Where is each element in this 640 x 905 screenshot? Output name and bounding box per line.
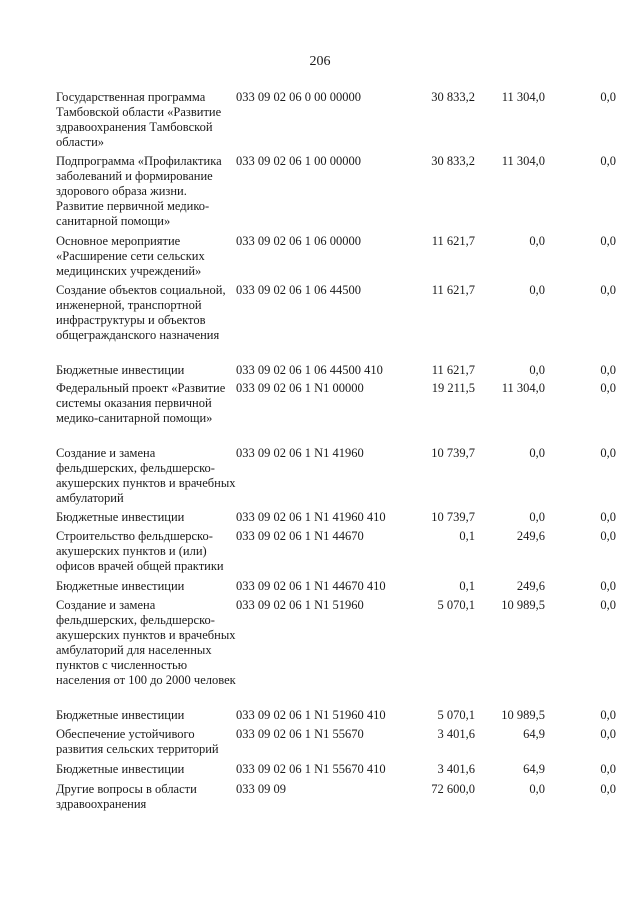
row-value-3: 0,0 bbox=[600, 510, 616, 524]
row-value-3: 0,0 bbox=[600, 234, 616, 248]
row-code: 033 09 02 06 1 06 44500 bbox=[236, 283, 361, 297]
budget-table bbox=[0, 90, 640, 816]
row-value-2: 0,0 bbox=[529, 782, 545, 796]
row-value-2: 249,6 bbox=[516, 579, 545, 593]
table-row bbox=[0, 727, 640, 762]
row-value-2: 0,0 bbox=[529, 446, 545, 460]
row-name: Бюджетные инвестиции bbox=[56, 708, 185, 722]
row-value-3: 0,0 bbox=[600, 529, 616, 543]
row-value-2: 64,9 bbox=[523, 762, 545, 776]
row-code: 033 09 02 06 1 N1 44670 bbox=[236, 529, 364, 543]
row-value-2: 0,0 bbox=[529, 363, 545, 377]
row-value-3: 0,0 bbox=[600, 381, 616, 395]
row-value-3: 0,0 bbox=[600, 708, 616, 722]
table-row bbox=[0, 598, 640, 708]
row-value-1: 72 600,0 bbox=[431, 782, 475, 796]
row-value-2: 11 304,0 bbox=[501, 381, 545, 395]
row-value-1: 30 833,2 bbox=[431, 154, 475, 168]
row-name: Бюджетные инвестиции bbox=[56, 762, 185, 776]
table-row bbox=[0, 90, 640, 154]
row-value-3: 0,0 bbox=[600, 579, 616, 593]
row-value-2: 11 304,0 bbox=[501, 90, 545, 104]
row-value-1: 19 211,5 bbox=[431, 381, 475, 395]
row-value-3: 0,0 bbox=[600, 762, 616, 776]
row-name: Бюджетные инвестиции bbox=[56, 363, 185, 377]
row-value-3: 0,0 bbox=[600, 154, 616, 168]
row-value-3: 0,0 bbox=[600, 727, 616, 741]
table-row bbox=[0, 708, 640, 727]
row-value-3: 0,0 bbox=[600, 90, 616, 104]
table-row bbox=[0, 510, 640, 529]
row-code: 033 09 02 06 1 00 00000 bbox=[236, 154, 361, 168]
row-value-1: 3 401,6 bbox=[437, 727, 475, 741]
table-row bbox=[0, 381, 640, 446]
table-row bbox=[0, 283, 640, 363]
row-value-3: 0,0 bbox=[600, 598, 616, 612]
row-value-1: 30 833,2 bbox=[431, 90, 475, 104]
page-number: 206 bbox=[309, 54, 331, 69]
row-value-1: 3 401,6 bbox=[437, 762, 475, 776]
row-value-1: 10 739,7 bbox=[431, 510, 475, 524]
row-value-1: 5 070,1 bbox=[437, 598, 475, 612]
row-name: Создание и замена фельдшерских, фельдшерско-акушерских пунктов и врачебных амбулаторий для населенных пунктов с численностью населения от 100 до 2000 человек bbox=[56, 598, 236, 687]
row-name: Подпрограмма «Профилактика заболеваний и формирование здорового образа жизни. Развитие первичной медико-санитарной помощи» bbox=[56, 154, 222, 228]
row-value-2: 0,0 bbox=[529, 283, 545, 297]
row-code: 033 09 09 bbox=[236, 782, 286, 796]
row-name: Строительство фельдшерско-акушерских пунктов и (или) офисов врачей общей практики bbox=[56, 529, 224, 573]
row-value-2: 11 304,0 bbox=[501, 154, 545, 168]
row-code: 033 09 02 06 1 N1 51960 bbox=[236, 598, 364, 612]
row-code: 033 09 02 06 1 N1 41960 410 bbox=[236, 510, 386, 524]
table-row bbox=[0, 529, 640, 579]
table-row bbox=[0, 762, 640, 782]
row-value-2: 10 989,5 bbox=[501, 708, 545, 722]
row-name: Создание и замена фельдшерских, фельдшерско-акушерских пунктов и врачебных амбулаторий bbox=[56, 446, 236, 505]
table-row bbox=[0, 363, 640, 381]
row-name: Создание объектов социальной, инженерной, транспортной инфраструктуры и объектов общегражданского назначения bbox=[56, 283, 226, 342]
row-code: 033 09 02 06 1 06 44500 410 bbox=[236, 363, 383, 377]
row-code: 033 09 02 06 1 06 00000 bbox=[236, 234, 361, 248]
row-code: 033 09 02 06 1 N1 00000 bbox=[236, 381, 364, 395]
table-row bbox=[0, 234, 640, 283]
row-value-1: 10 739,7 bbox=[431, 446, 475, 460]
row-value-3: 0,0 bbox=[600, 283, 616, 297]
row-value-1: 0,1 bbox=[459, 529, 475, 543]
row-name: Федеральный проект «Развитие системы оказания первичной медико-санитарной помощи» bbox=[56, 381, 226, 425]
row-value-2: 0,0 bbox=[529, 234, 545, 248]
row-name: Государственная программа Тамбовской области «Развитие здравоохранения Тамбовской области» bbox=[56, 90, 222, 149]
row-value-2: 249,6 bbox=[516, 529, 545, 543]
table-row bbox=[0, 782, 640, 816]
row-name: Другие вопросы в области здравоохранения bbox=[56, 782, 197, 811]
row-value-1: 11 621,7 bbox=[431, 363, 475, 377]
row-code: 033 09 02 06 0 00 00000 bbox=[236, 90, 361, 104]
row-name: Бюджетные инвестиции bbox=[56, 579, 185, 593]
row-name: Обеспечение устойчивого развития сельских территорий bbox=[56, 727, 219, 756]
row-code: 033 09 02 06 1 N1 51960 410 bbox=[236, 708, 386, 722]
row-value-1: 5 070,1 bbox=[437, 708, 475, 722]
row-value-2: 10 989,5 bbox=[501, 598, 545, 612]
row-value-3: 0,0 bbox=[600, 782, 616, 796]
table-row bbox=[0, 154, 640, 234]
row-code: 033 09 02 06 1 N1 55670 410 bbox=[236, 762, 386, 776]
table-row bbox=[0, 579, 640, 598]
row-code: 033 09 02 06 1 N1 41960 bbox=[236, 446, 364, 460]
row-value-3: 0,0 bbox=[600, 446, 616, 460]
row-value-2: 0,0 bbox=[529, 510, 545, 524]
row-code: 033 09 02 06 1 N1 55670 bbox=[236, 727, 364, 741]
row-value-1: 0,1 bbox=[459, 579, 475, 593]
row-value-1: 11 621,7 bbox=[431, 234, 475, 248]
row-value-1: 11 621,7 bbox=[431, 283, 475, 297]
row-code: 033 09 02 06 1 N1 44670 410 bbox=[236, 579, 386, 593]
table-row bbox=[0, 446, 640, 510]
row-name: Бюджетные инвестиции bbox=[56, 510, 185, 524]
row-value-2: 64,9 bbox=[523, 727, 545, 741]
row-value-3: 0,0 bbox=[600, 363, 616, 377]
row-name: Основное мероприятие «Расширение сети сельских медицинских учреждений» bbox=[56, 234, 205, 278]
